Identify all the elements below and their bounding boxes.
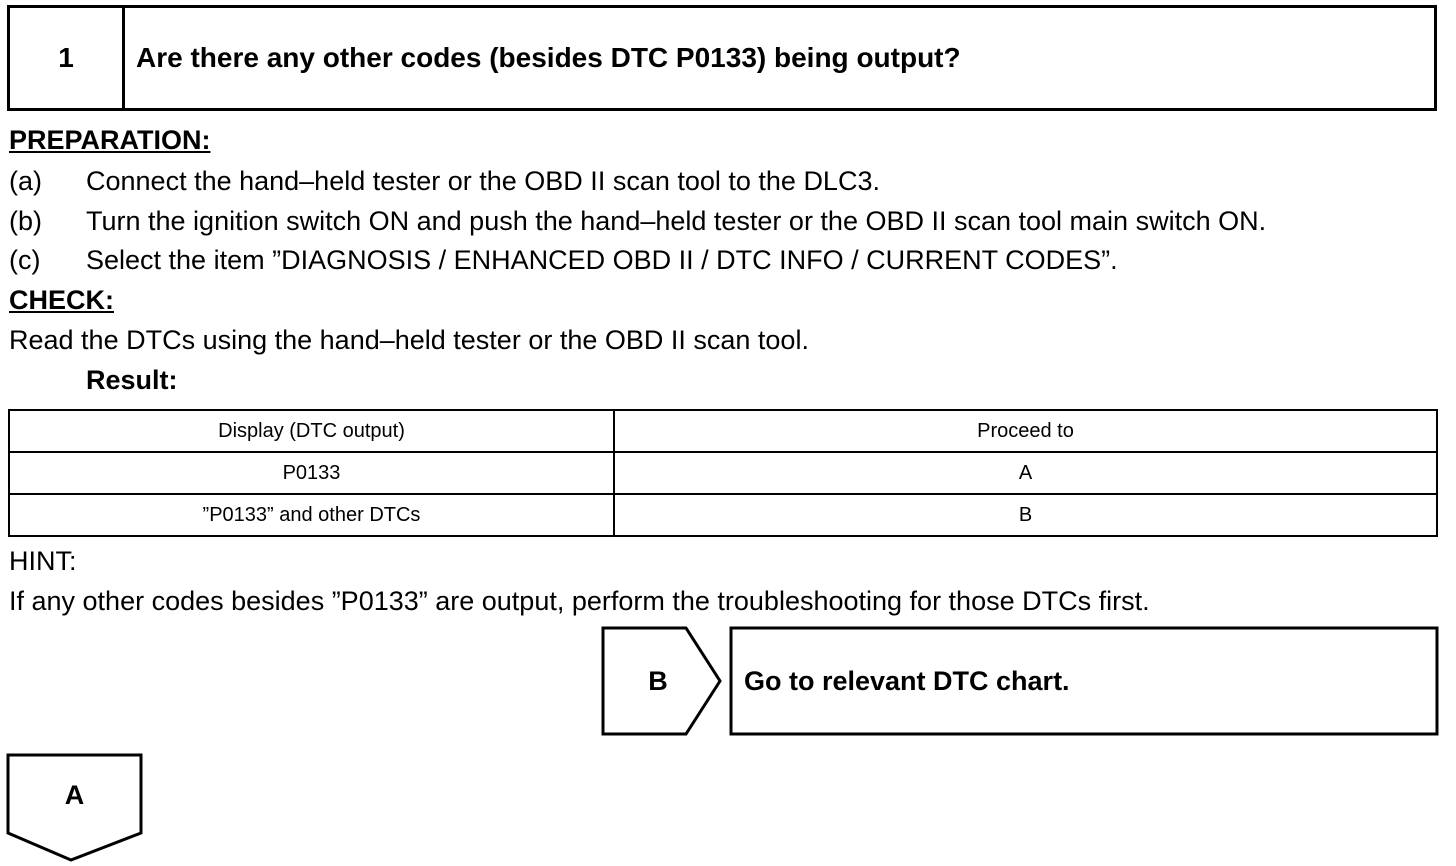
table-cell-proceed: B (614, 494, 1437, 536)
prep-item-b-text: Turn the ignition switch ON and push the hand–held tester or the OBD II scan tool main switch ON. (86, 206, 1267, 236)
result-label: Result: (86, 365, 178, 395)
step-question: Are there any other codes (besides DTC P0133) being output? (136, 42, 961, 73)
table-cell-proceed: A (614, 452, 1437, 494)
step-number: 1 (10, 8, 125, 108)
prep-item-a-label: (a) (9, 166, 42, 196)
prep-item-b-label: (b) (9, 206, 42, 236)
hint-text: If any other codes besides ”P0133” are output, perform the troubleshooting for those DTCs first. (9, 586, 1150, 616)
prep-item-a-text: Connect the hand–held tester or the OBD II scan tool to the DLC3. (86, 166, 880, 196)
branch-b-action: Go to relevant DTC chart. (744, 665, 1070, 696)
branch-a-letter: A (64, 779, 85, 810)
preparation-heading: PREPARATION: (9, 125, 211, 155)
table-cell-display: P0133 (9, 452, 614, 494)
table-cell-display: ”P0133” and other DTCs (9, 494, 614, 536)
table-header-display: Display (DTC output) (9, 410, 614, 452)
check-heading: CHECK: (9, 285, 114, 315)
prep-item-c-label: (c) (9, 245, 41, 275)
branch-b-letter: B (648, 665, 668, 696)
check-text: Read the DTCs using the hand–held tester or the OBD II scan tool. (9, 325, 809, 355)
hint-label: HINT: (9, 546, 77, 576)
prep-item-c-text: Select the item ”DIAGNOSIS / ENHANCED OBD II / DTC INFO / CURRENT CODES”. (86, 245, 1118, 275)
table-header-proceed: Proceed to (614, 410, 1437, 452)
